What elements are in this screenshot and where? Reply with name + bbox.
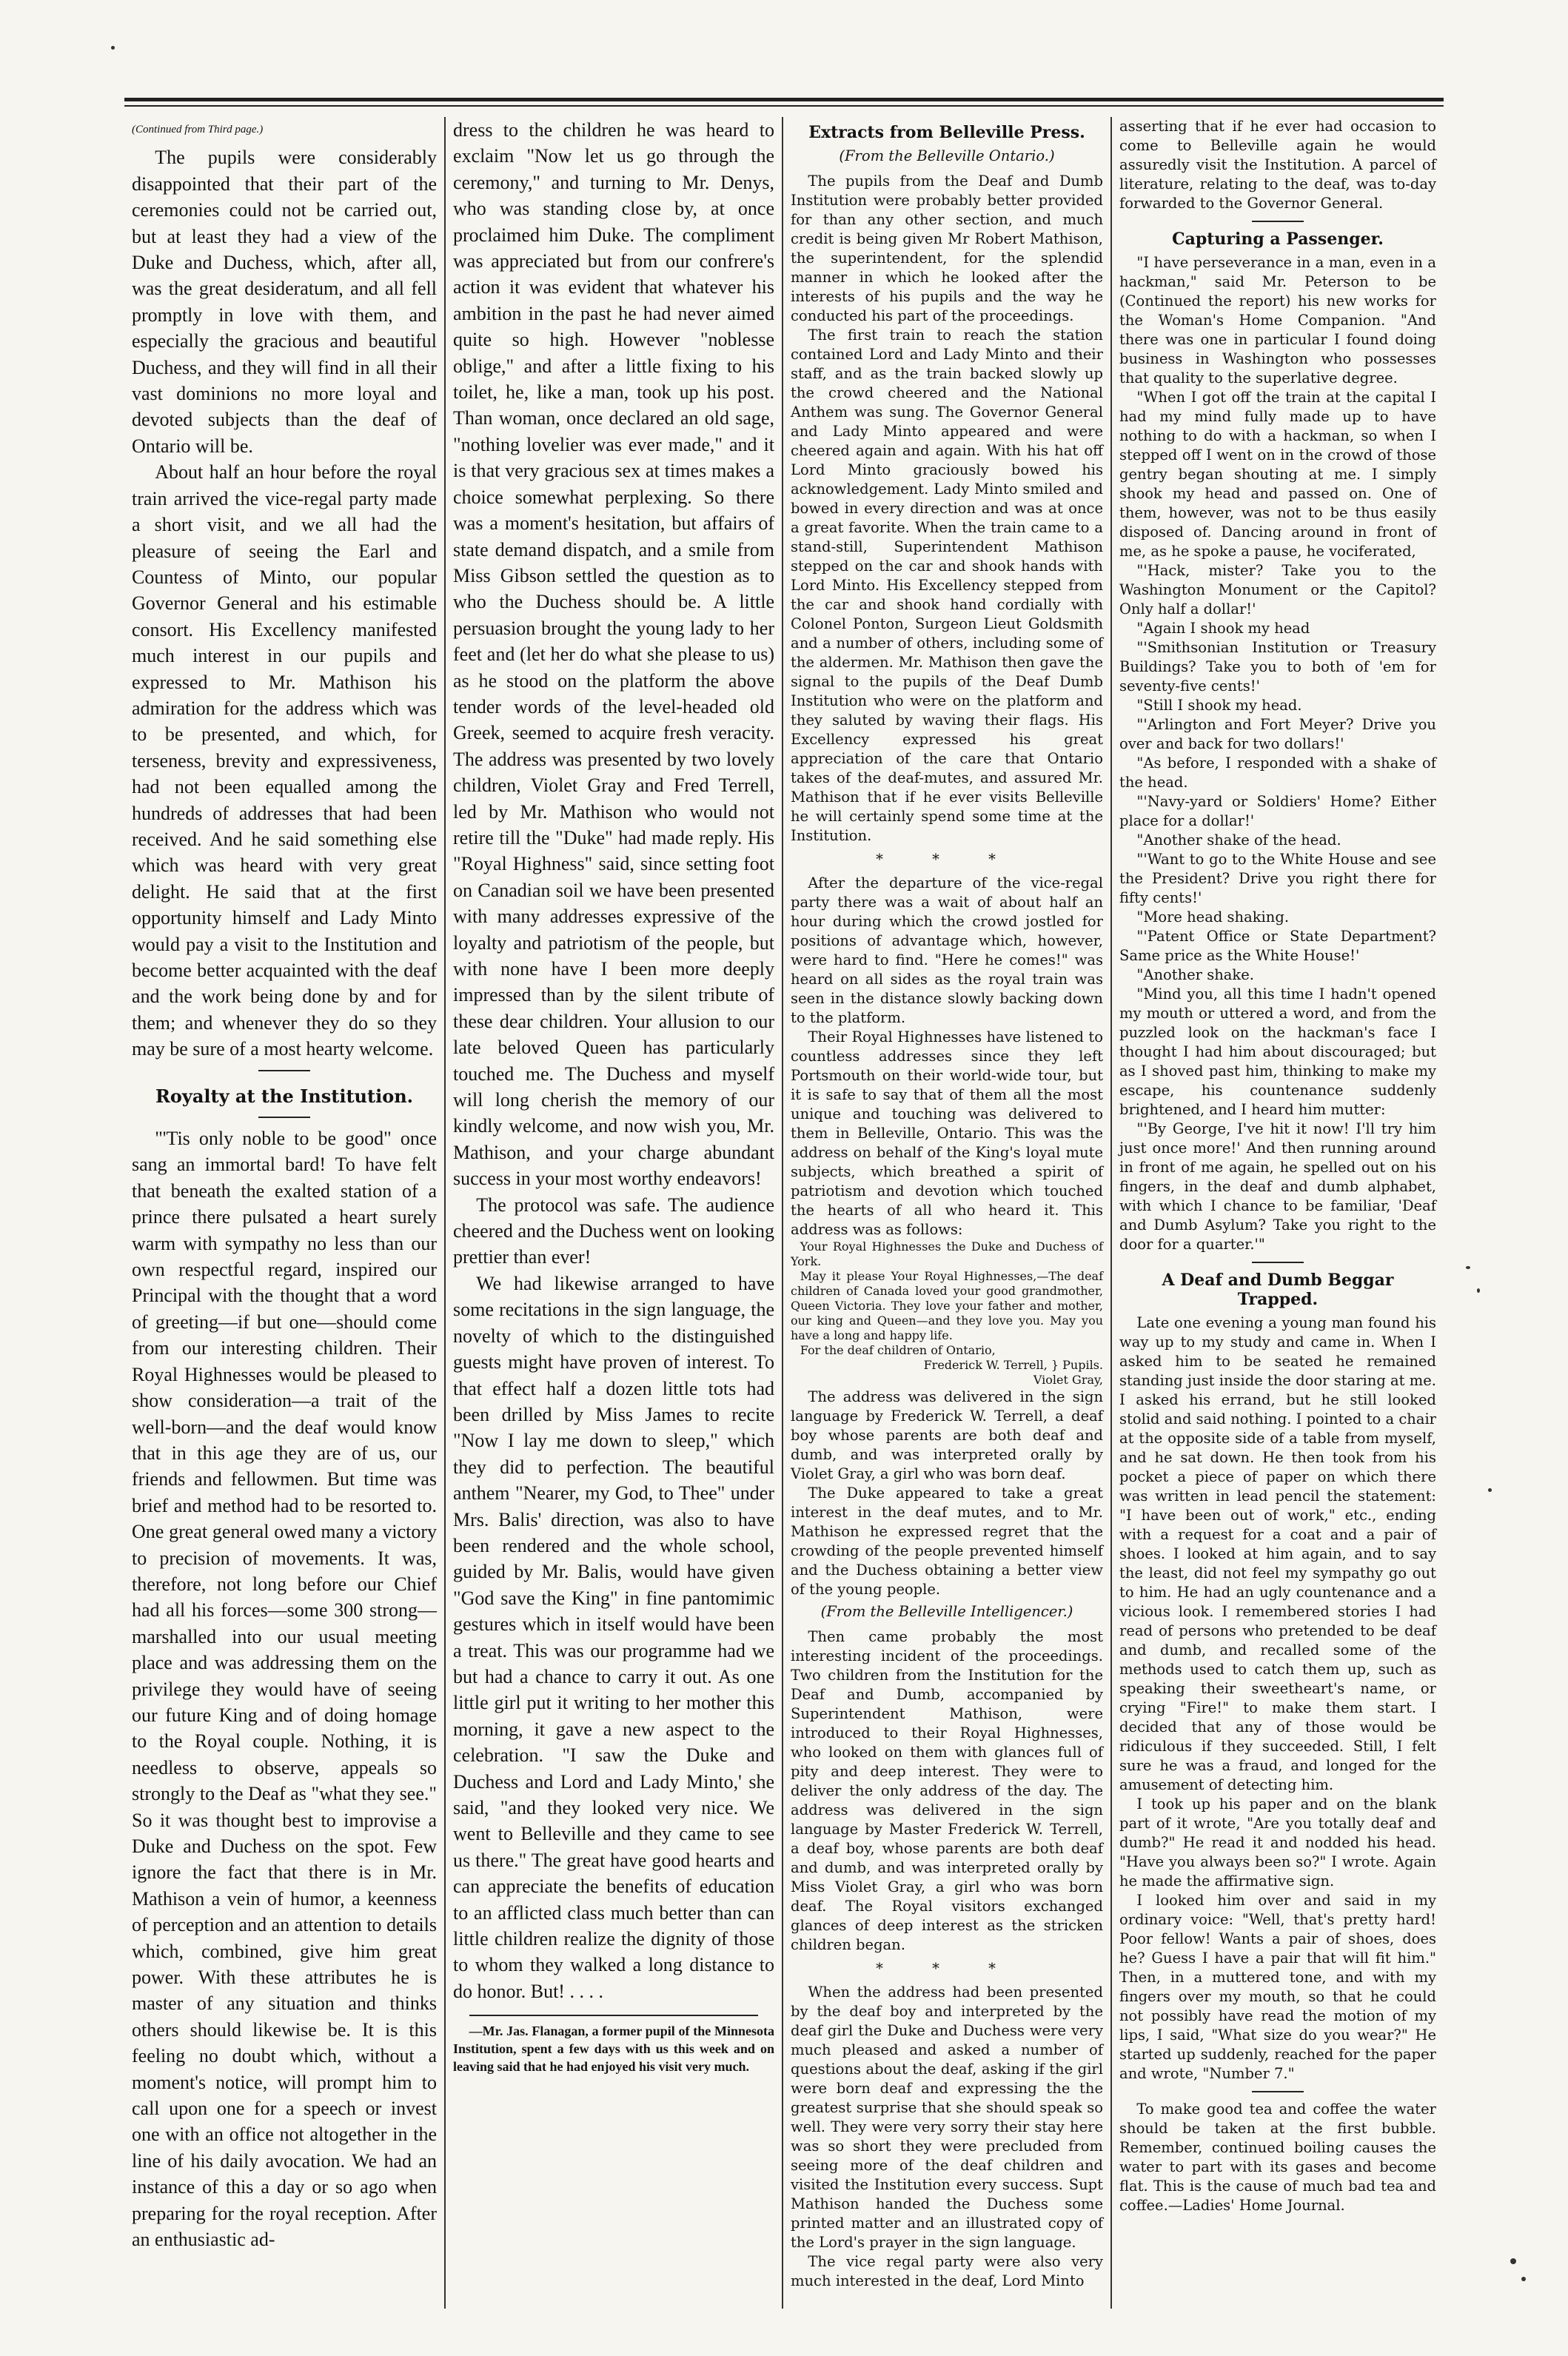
section-stars: * * * [876, 1960, 1018, 1977]
column-rule [469, 2015, 759, 2016]
paragraph: About half an hour before the royal train arrived the vice-regal party made a short visit, and we all had the pleasure of seeing the Earl and Countess of Minto, our popular Governor General and his estimable consort. His Excellency manifested much interest in our pupils and expressed to Mr. Mathison his admiration for the address which was to be presented, and which, for terseness, brevity and expressiveness, had not been equalled among the hundreds of addresses that had been received. And he said something else which was heard with very great delight. He said that at the first opportunity himself and Lady Minto would pay a visit to the Institution and become better acquainted with the deaf and the work being done by and for them; and whenever they do so they may be sure of a most hearty welcome. [132, 461, 437, 1060]
address-signature: Frederick W. Terrell, } Pupils. [923, 1358, 1103, 1372]
scan-speck [1521, 2277, 1526, 2281]
paragraph: The pupils were considerably disappointed that their part of the ceremonies could not be carried out, but at least they had a view of the Duke and Duchess, which, after all, was the great desideratum, and all fell promptly in love with them, and especially the gracious and beautiful Duchess, and they will find in all their vast dominions no more loyal and devoted subjects than the deaf of Ontario will be. [132, 147, 437, 457]
paragraph: "I have perseverance in a man, even in a hackman," said Mr. Peterson to be (Continued the report) his new works for the Woman's Home Companion. "And there was one in particular I found doing business in Washington who possesses that quality to the superlative degree. [1119, 254, 1436, 386]
scan-speck [1466, 1266, 1470, 1269]
paragraph: "Another shake of the head. [1136, 831, 1341, 849]
paragraph: After the departure of the vice-regal party there was a wait of about half an hour during which the crowd jostled for positions of advantage which, however, were hard to find. "Here he comes!" was heard on all sides as the royal train was seen in the distance slowly backing down to the platform. [791, 874, 1103, 1026]
section-divider [1252, 221, 1304, 222]
paragraph: When the address had been presented by the deaf boy and interpreted by the deaf girl the Duke and Duchess were very much pleased and asked a number of questions about the deaf, asking if the girl were born deaf and expressing the the greatest surprise that she should speak so well. They were very sorry their stay here was so short they were precluded from seeing more of the deaf children and visited the Institution every success. Supt Mathison handed the Duchess some printed matter and an illustrated copy of the Lord's prayer in the sign language. [791, 1984, 1103, 2251]
paragraph: "More head shaking. [1136, 908, 1290, 926]
paragraph: To make good tea and coffee the water should be taken at the first bubble. Remember, continued boiling causes the water to part with its gases and become flat. This is the cause of much bad tea and coffee.—Ladies' Home Journal. [1119, 2101, 1436, 2214]
paragraph: The address was delivered in the sign language by Frederick W. Terrell, a deaf boy whose parents are both deaf and dumb, and was interpreted orally by Violet Gray, a girl who was born deaf. [791, 1388, 1103, 1482]
section-divider [1252, 1262, 1304, 1263]
paragraph: The first train to reach the station contained Lord and Lady Minto and their staff, and as the train backed slowly up the crowd cheered and the National Anthem was sung. The Governor General and Lady Minto appeared and were cheered again and again. With his hat off Lord Minto graciously bowed his acknowledgement. Lady Minto smiled and bowed in every direction and was at once a great favorite. When the train came to a stand-still, Superintendent Mathison stepped on the car and shook hands with Lord Minto. His Excellency stepped from the car and shook hand cordially with Colonel Ponton, Surgeon Lieut Goldsmith and a number of others, including some of the aldermen. Mr. Mathison then gave the signal to the pupils of the Deaf Dumb Institution who were on the platform and they saluted by waving their flags. His Excellency expressed his great appreciation of the care that Ontario takes of the deaf-mutes, and assured Mr. Mathison that if he ever visits Belleville he will certainly spend some time at the Institution. [791, 327, 1103, 844]
paragraph: The protocol was safe. The audience cheered and the Duchess went on looking prettier than ever! [453, 1194, 774, 1268]
continued-note: (Continued from Third page.) [132, 124, 264, 135]
section-divider [258, 1117, 310, 1118]
scan-speck [111, 46, 115, 50]
address-signature: Violet Gray, [1033, 1373, 1103, 1387]
scan-speck [1477, 1288, 1480, 1293]
paragraph: We had likewise arranged to have some recitations in the sign language, the novelty of which to the distinguished guests might have proven of interest. To that effect half a dozen little tots had been drilled by Miss James to recite "Now I lay me down to sleep," which they did to perfection. The beautiful anthem "Nearer, my God, to Thee" under Mrs. Balis' direction, was also to have been rendered and the whole school, guided by Mr. Balis, would have given "God save the King" in fine pantomimic gestures which in itself would have been a treat. This was our programme had we but had a chance to carry it out. As one little girl put it writing to her mother this morning, it gave a new aspect to the celebration. "I saw the Duke and Duchess and Lord and Lady Minto,' she said, "and they looked very nice. We went to Belleville and they came to see us there." The great have good hearts and can appreciate the benefits of education to an afflicted class much better than can little children realize the dignity of those to whom they walked a long distance to do honor. But! . . . . [453, 1272, 774, 2002]
paragraph: "'Arlington and Fort Meyer? Drive you over and back for two dollars!' [1119, 716, 1436, 752]
paragraph: "'Patent Office or State Department? Same price as the White House!' [1119, 928, 1436, 964]
paragraph: "Mind you, all this time I hadn't opened my mouth or uttered a word, and from the puzzled look on the hackman's face I thought I had him about discouraged; but as I shoved past him, thinking to make my escape, his countenance suddenly brightened, and I heard him mutter: [1119, 985, 1436, 1118]
column-2 [444, 117, 782, 2309]
paragraph: The vice regal party were also very much interested in the deaf, Lord Minto [791, 2253, 1103, 2289]
article-heading: Capturing a Passenger. [1172, 230, 1384, 249]
address-salutation: Your Royal Highnesses the Duke and Duchess of York. [791, 1239, 1103, 1268]
paragraph: Late one evening a young man found his way up to my study and came in. When I asked him to be seated he remained standing just inside the door staring at me. I asked his errand, but he still looked stolid and said nothing. I pointed to a chair at the opposite side of a table from myself, and he sat down. He then took from his pocket a piece of paper on which there was written in lead pencil the statement: "I have been out of work," etc., ending with a request for a coat and a pair of shoes. I looked at him again, and to say the least, did not feel my sympathy go out to him. He had an ugly countenance and a vicious look. I remembered stories I had read of persons who pretended to be deaf and dumb, and recalled some of the methods used to catch them up, such as speaking their sweetheart's name, or crying "Fire!" to make them start. I decided that any of those would be ridiculous if they succeeded. Still, I felt sure he was a fraud, and longed for the amusement of detecting him. [1119, 1314, 1436, 1793]
section-divider [1252, 2091, 1304, 2092]
paragraph: "'Smithsonian Institution or Treasury Buildings? Take you to both of 'em for seventy-five cents!' [1119, 639, 1436, 695]
paragraph: "Another shake. [1136, 966, 1254, 983]
column-3 [782, 117, 1110, 2309]
article-heading: A Deaf and Dumb Beggar Trapped. [1162, 1271, 1394, 1309]
header-rule-thin [124, 105, 1444, 107]
article-heading: Extracts from Belleville Press. [808, 123, 1085, 142]
paragraph: "'By George, I've hit it now! I'll try him just once more!' And then running around in front of me again, he spelled out on his fingers, in the deaf and dumb alphabet, with which I chance to be familiar, 'Deaf and Dumb Asylum? Take you right to the door for a quarter.'" [1119, 1120, 1436, 1253]
newspaper-page [124, 117, 1444, 2309]
header-rule [124, 98, 1444, 101]
paragraph: "'Navy-yard or Soldiers' Home? Either place for a dollar!' [1119, 793, 1436, 829]
paragraph: "As before, I responded with a shake of the head. [1119, 754, 1436, 791]
section-divider [258, 1070, 310, 1071]
paragraph: "When I got off the train at the capital I had my mind fully made up to have nothing to do with a hackman, so when I stepped off I went on in the crowd of those gentry began shouting at me. I simply shook my head and passed on. One of them, however, was not to be thus easily disposed of. Dancing around in front of me, as he spoke a pause, he vociferated, [1119, 389, 1436, 560]
column-4 [1110, 117, 1444, 2309]
paragraph: I took up his paper and on the blank part of it wrote, "Are you totally deaf and dumb?" He read it and nodded his head. "Have you always been so?" I wrote. Again he made the affirmative sign. [1119, 1796, 1436, 1890]
source-line: (From the Belleville Ontario.) [839, 147, 1055, 164]
column-1 [124, 117, 444, 2309]
paragraph: "Still I shook my head. [1136, 697, 1302, 714]
paragraph: Their Royal Highnesses have listened to countless addresses since they left Portsmouth on their world-wide tour, but it is safe to say that of them all the most unique and touching was delivered to them in Belleville, Ontario. This was the address on behalf of the King's loyal mute subjects, which breathed a spirit of patriotism and devotion which touched the hearts of all who heard it. This address was as follows: [791, 1028, 1103, 1238]
paragraph: asserting that if he ever had occasion to come to Belleville again he would assuredly visit the Institution. A parcel of literature, relating to the deaf, was to-day forwarded to the Governor General. [1119, 118, 1436, 212]
paragraph: The Duke appeared to take a great interest in the deaf mutes, and to Mr. Mathison he expressed regret that the crowding of the people prevented himself and the Duchess obtaining a better view of the young people. [791, 1485, 1103, 1598]
personal-notice: —Mr. Jas. Flanagan, a former pupil of the Minnesota Institution, spent a few days with us this week and on leaving said that he had enjoyed his visit very much. [453, 2024, 774, 2075]
paragraph: dress to the children he was heard to exclaim "Now let us go through the ceremony," and turning to Mr. Denys, who was standing close by, at once proclaimed him Duke. The compliment was appreciated but from our confrere's action it was evident that whatever his ambition in the past he had never aimed quite so high. However "noblesse oblige," and after a little fixing to his toilet, he, like a man, took up his post. Than woman, once declared an old sage, "nothing lovelier was ever made," and it is that very gracious sex at times makes a choice somewhat perplexing. So there was a moment's hesitation, but affairs of state demand dispatch, and a smile from Miss Gibson settled the question as to who the Duchess should be. A little persuasion brought the young lady to her feet and (let her do what she please to us) as he stood on the platform the above tender words of the level-headed old Greek, seemed to acquire fresh veracity. The address was presented by two lovely children, Violet Gray and Fred Terrell, led by Mr. Mathison who would not retire till the "Duke" had made reply. His "Royal Highness" said, since setting foot on Canadian soil we have been presented with many addresses expressive of the loyalty and patriotism of the people, but with none have I been more deeply impressed than by the silent tribute of these dear children. Your allusion to our late beloved Queen has particularly touched me. The Duchess and myself will long cherish the memory of our kindly welcome, and now wish you, Mr. Mathison, and your charge abundant success in your most worthy endeavors! [453, 119, 774, 1190]
address-text [791, 1239, 1103, 1358]
paragraph: "'Want to go to the White House and see the President? Drive you right there for fifty cents!' [1119, 851, 1436, 906]
paragraph: Then came probably the most interesting incident of the proceedings. Two children from the Institution for the Deaf and Dumb, accompanied by Superintendent Mathison, were introduced to their Royal Highnesses, who looked on them with glances full of pity and deep interest. They were to deliver the only address of the day. The address was delivered in the sign language by Master Frederick W. Terrell, a deaf boy, whose parents are both deaf and dumb, and was interpreted orally by Miss Violet Gray, a girl who was born deaf. The Royal visitors exchanged glances of deep interest as the stricken children began. [791, 1628, 1103, 1953]
paragraph: "'Tis only noble to be good" once sang an immortal bard! To have felt that beneath the exalted station of a prince there pulsated a heart surely warm with sympathy no less than our own respectful regard, inspired our Principal with the thought that a word of greeting—if but one—should come from our interesting children. Their Royal Highnesses would be pleased to show consideration—a trait of the well-born—and the deaf would know that in this age they are of us, our friends and fellowmen. But time was brief and method had to be resorted to. One great general owed many a victory to precision of movements. It was, therefore, not long before our Chief had all his forces—some 300 strong—marshalled into our usual meeting place and was addressing them on the privilege they would have of seeing our future King and of doing homage to the Royal couple. Nothing, it is needless to observe, appeals so strongly to the Deaf as "what they see." So it was thought best to improvise a Duke and Duchess on the spot. Few ignore the fact that there is in Mr. Mathison a vein of humor, a keenness of perception and an attention to details which, combined, give him great power. With these attributes he is master of any situation and thinks others should likewise be. It is this feeling no doubt which, without a moment's notice, will prompt him to call upon one for a speech or invest one with an office not altogether in the line of his daily avocation. We had an instance of this a day or so ago when preparing for the royal reception. After an enthusiastic ad- [132, 1128, 437, 2251]
address-body: May it please Your Royal Highnesses,—The deaf children of Canada loved your good grandmother, Queen Victoria. They love your father and mother, our king and Queen—and they love you. May you have a long and happy life. [791, 1269, 1103, 1342]
paragraph: I looked him over and said in my ordinary voice: "Well, that's pretty hard! Poor fellow! Wants a pair of shoes, does he? Guess I have a pair that will fit him." Then, in a muttered tone, and with my fingers over my mouth, so that he could not possibly have read the motion of my lips, I said, "What size do you wear?" He started up suddenly, reached for the paper and wrote, "Number 7." [1119, 1892, 1436, 2082]
paragraph: The pupils from the Deaf and Dumb Institution were probably better provided for than any other section, and much credit is being given Mr Robert Mathison, the superintendent, for the splendid manner in which he looked after the interests of his pupils and the way he conducted his part of the proceedings. [791, 173, 1103, 324]
paragraph: "'Hack, mister? Take you to the Washington Monument or the Capitol? Only half a dollar!' [1119, 562, 1436, 618]
section-stars: * * * [876, 851, 1018, 868]
article-heading: Royalty at the Institution. [155, 1085, 414, 1107]
paragraph: "Again I shook my head [1136, 620, 1310, 637]
scan-speck [1488, 1488, 1492, 1492]
address-closing: For the deaf children of Ontario, [800, 1343, 996, 1357]
source-line: (From the Belleville Intelligencer.) [820, 1603, 1073, 1620]
scan-speck [1510, 2258, 1516, 2264]
